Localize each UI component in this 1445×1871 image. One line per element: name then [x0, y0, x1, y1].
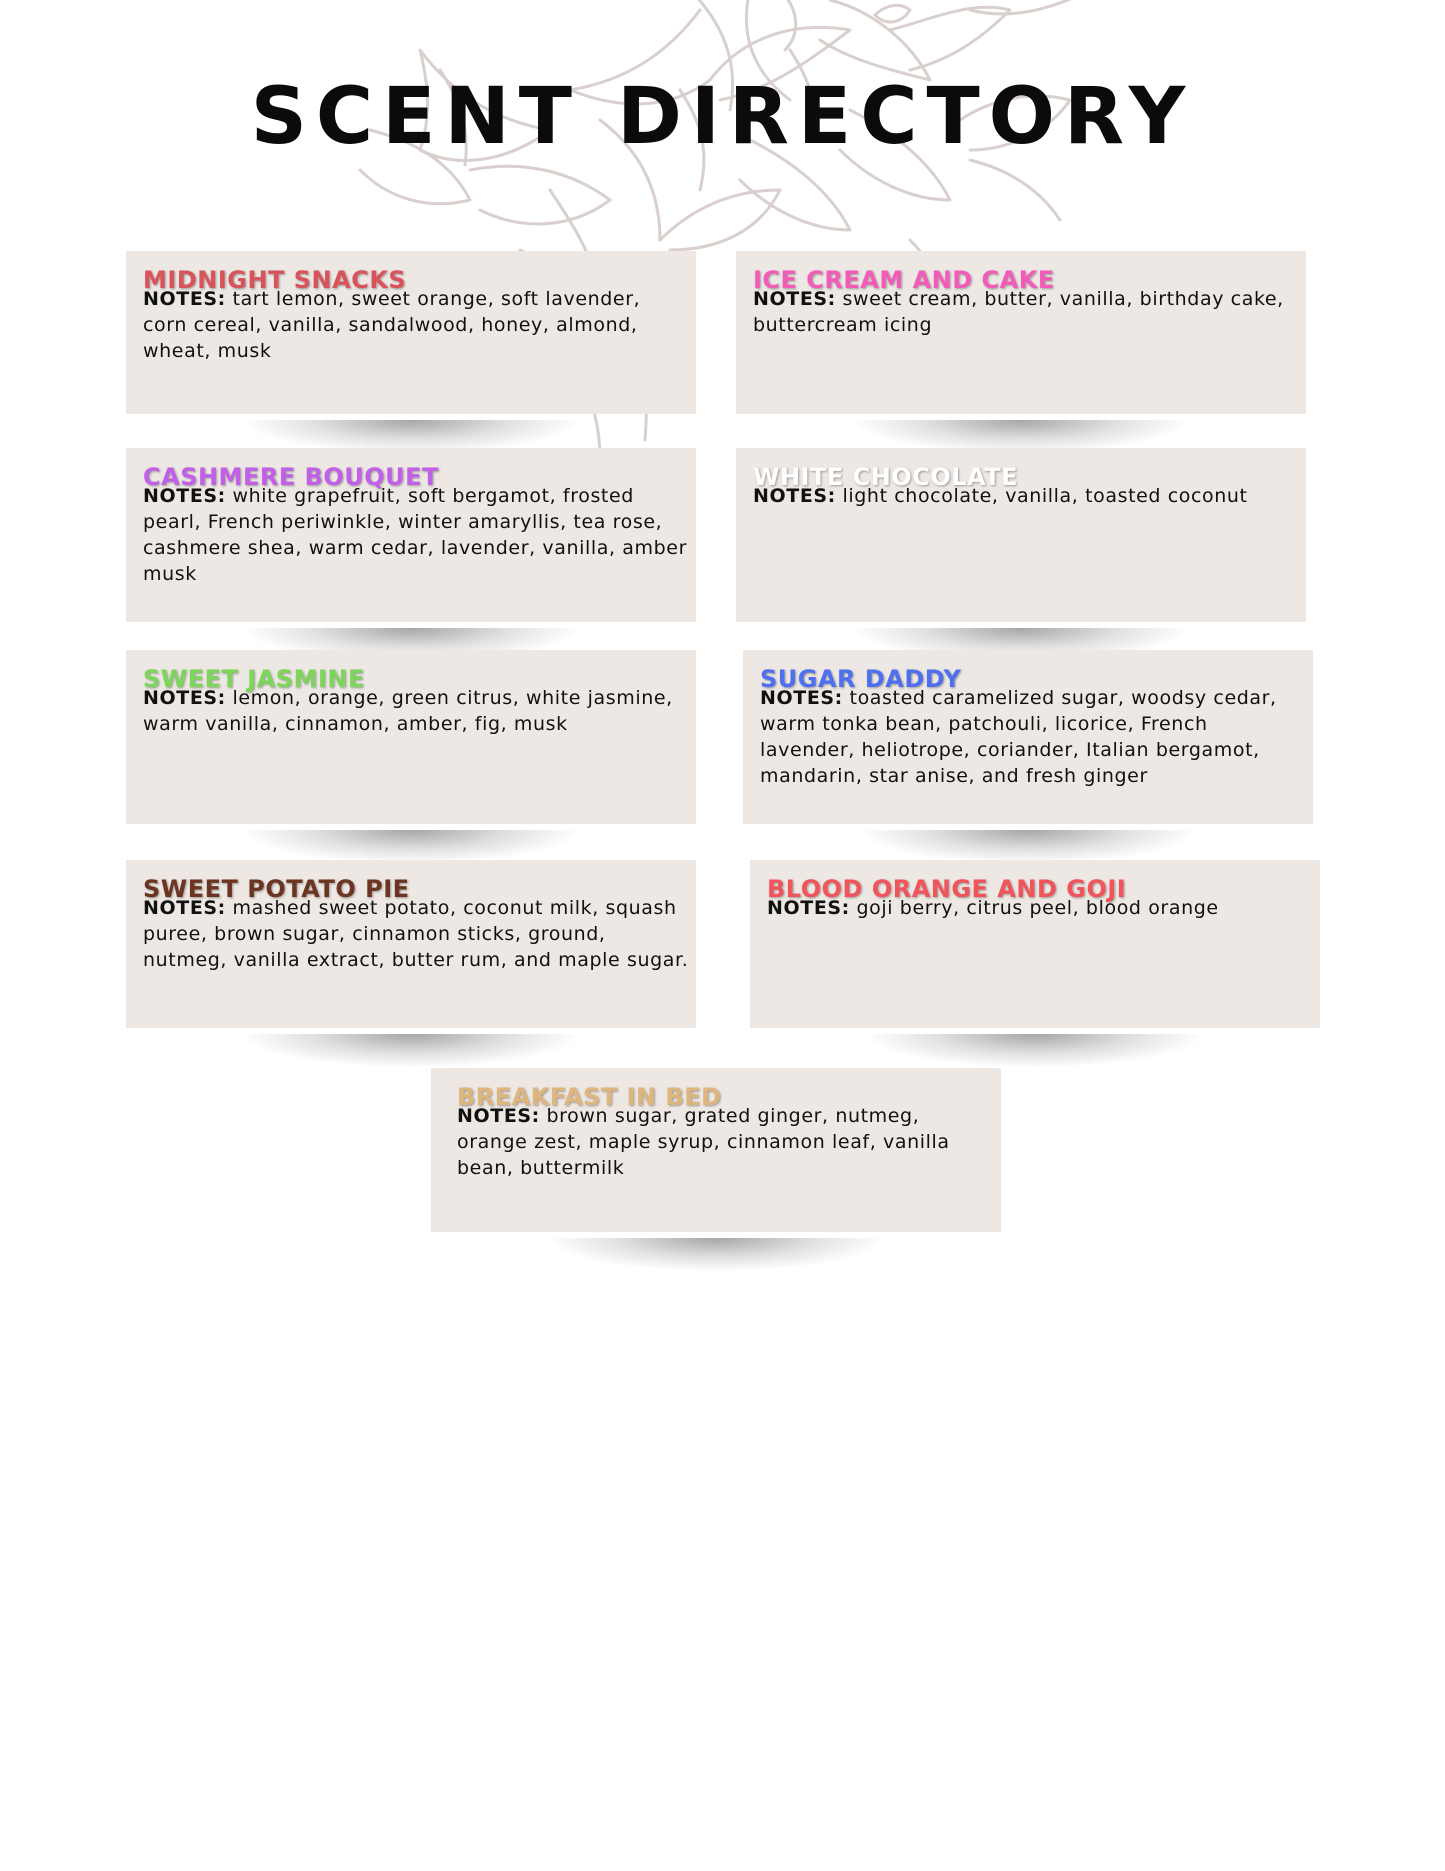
scent-card-midnight-snacks — [126, 251, 696, 414]
notes-text: light chocolate, vanilla, toasted coconut — [842, 485, 1248, 507]
notes-label: NOTES: — [760, 687, 843, 709]
card-shadow — [240, 1034, 582, 1068]
notes-label: NOTES: — [753, 485, 836, 507]
scent-name: BLOOD ORANGE AND GOJI — [767, 875, 1127, 903]
notes-label: NOTES: — [143, 897, 226, 919]
scent-name: SWEET POTATO PIE — [143, 875, 410, 903]
notes-text: mashed sweet potato, coconut milk, squash puree, brown sugar, cinnamon sticks, ground, nutmeg, vanilla extract, butter rum, and maple sugar. — [143, 897, 689, 971]
page-title: SCENT DIRECTORY — [250, 72, 1195, 162]
scent-card-ice-cream-and-cake — [736, 251, 1306, 414]
notes-text: brown sugar, grated ginger, nutmeg, orange zest, maple syrup, cinnamon leaf, vanilla bean, buttermilk — [457, 1105, 950, 1179]
notes-label: NOTES: — [753, 288, 836, 310]
scent-card-blood-orange-and-goji — [750, 860, 1320, 1028]
card-shadow — [240, 830, 582, 864]
scent-card-white-chocolate — [736, 448, 1306, 622]
notes-label: NOTES: — [143, 687, 226, 709]
notes-label: NOTES: — [767, 897, 850, 919]
scent-name: WHITE CHOCOLATE — [753, 463, 1018, 491]
notes-text: lemon, orange, green citrus, white jasmine, warm vanilla, cinnamon, amber, fig, musk — [143, 687, 673, 735]
notes-text: tart lemon, sweet orange, soft lavender, corn cereal, vanilla, sandalwood, honey, almond, wheat, musk — [143, 288, 641, 362]
scent-card-sweet-potato-pie — [126, 860, 696, 1028]
scent-card-breakfast-in-bed — [431, 1068, 1001, 1232]
card-shadow — [864, 1034, 1206, 1068]
scent-notes — [767, 895, 1314, 921]
card-shadow — [857, 830, 1199, 864]
scent-name: SUGAR DADDY — [760, 665, 962, 693]
scent-notes — [457, 1103, 995, 1181]
notes-label: NOTES: — [143, 288, 226, 310]
scent-card-sweet-jasmine — [126, 650, 696, 824]
scent-notes — [143, 685, 690, 737]
notes-text: goji berry, citrus peel, blood orange — [856, 897, 1219, 919]
notes-text: white grapefruit, soft bergamot, frosted pearl, French periwinkle, winter amaryllis, tea rose, cashmere shea, warm cedar, lavender, vanilla, amber musk — [143, 485, 687, 585]
scent-name: MIDNIGHT SNACKS — [143, 266, 407, 294]
scent-name: SWEET JASMINE — [143, 665, 365, 693]
scent-notes — [753, 286, 1300, 338]
notes-text: sweet cream, butter, vanilla, birthday cake, buttercream icing — [753, 288, 1284, 336]
scent-card-cashmere-bouquet — [126, 448, 696, 622]
scent-name: BREAKFAST IN BED — [457, 1083, 722, 1111]
scent-name: ICE CREAM AND CAKE — [753, 266, 1055, 294]
notes-label: NOTES: — [143, 485, 226, 507]
scent-notes — [143, 483, 690, 587]
scent-notes — [143, 895, 690, 973]
scent-notes — [753, 483, 1300, 509]
scent-notes — [760, 685, 1307, 789]
card-shadow — [545, 1238, 887, 1272]
notes-text: toasted caramelized sugar, woodsy cedar, warm tonka bean, patchouli, licorice, French lavender, heliotrope, coriander, Italian bergamot, mandarin, star anise, and fresh ginger — [760, 687, 1277, 787]
scent-name: CASHMERE BOUQUET — [143, 463, 439, 491]
notes-label: NOTES: — [457, 1105, 540, 1127]
scent-card-sugar-daddy — [743, 650, 1313, 824]
scent-notes — [143, 286, 690, 364]
